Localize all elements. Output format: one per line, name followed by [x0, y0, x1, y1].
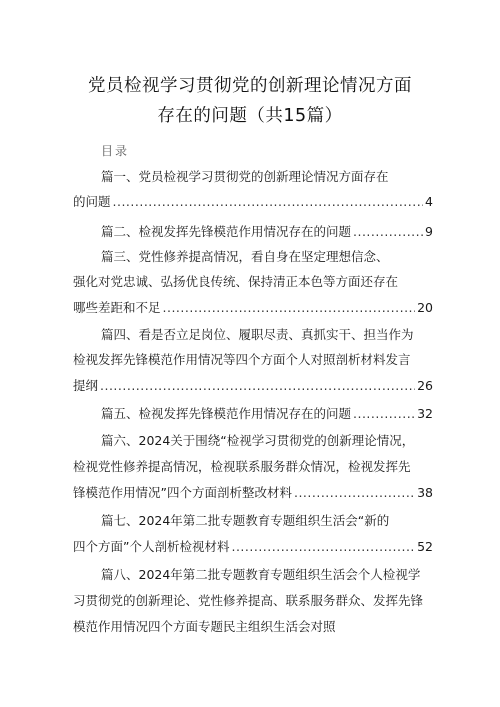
- toc-entry-4-line-1: [101, 325, 433, 345]
- toc-entry-text: 篇二、检视发挥先锋模范作用情况存在的问题: [101, 224, 352, 239]
- toc-entry-4-line-3[interactable]: [73, 376, 433, 396]
- toc-entry-6-line-2: [73, 457, 433, 477]
- toc-leader-dots: [353, 222, 423, 242]
- toc-entry-8-line-3: [73, 617, 433, 637]
- toc-entry-text: 篇一、党员检视学习贯彻党的创新理论情况方面存在: [101, 169, 389, 184]
- toc-entry-7-line-1: [101, 511, 433, 531]
- toc-page-number: 38: [417, 485, 433, 500]
- toc-entry-text: 的问题: [73, 194, 111, 209]
- toc-entry-4-line-2: [73, 350, 433, 370]
- toc-entry-text: 提纲: [73, 378, 99, 393]
- toc-page-number: 52: [417, 539, 433, 554]
- toc-entry-text: 检视发挥先锋模范作用情况等四个方面个人对照剖析材料发言: [73, 352, 411, 367]
- toc-entry-3-line-1: [101, 247, 433, 267]
- toc-entry-text: 篇五、检视发挥先锋模范作用情况存在的问题: [101, 406, 352, 421]
- toc-entry-8-line-1: [101, 565, 433, 585]
- toc-page-number: 26: [417, 378, 433, 393]
- toc-leader-dots: [113, 192, 424, 212]
- toc-entry-text: 篇七、2024年第二批专题教育专题组织生活会“新的: [101, 513, 390, 528]
- toc-entry-text: 篇八、2024年第二批专题教育专题组织生活会个人检视学: [101, 567, 421, 582]
- toc-entry-7-line-2[interactable]: [73, 537, 433, 557]
- toc-entry-2-line-1[interactable]: [101, 222, 433, 242]
- toc-entry-text: 检视党性修养提高情况，检视联系服务群众情况，检视发挥先: [73, 459, 411, 474]
- toc-leader-dots: [100, 376, 415, 396]
- toc-page-number: 32: [417, 406, 433, 421]
- toc-entry-3-line-3[interactable]: [73, 298, 433, 318]
- toc-entry-text: 篇三、党性修养提高情况，看自身在坚定理想信念、: [101, 249, 389, 264]
- toc-page-number: 9: [425, 224, 433, 239]
- toc-entry-3-line-2: [73, 272, 433, 292]
- toc-leader-dots: [163, 298, 416, 318]
- toc-leader-dots: [231, 537, 415, 557]
- toc-entry-8-line-2: [73, 591, 433, 611]
- toc-leader-dots: [353, 404, 415, 424]
- toc-leader-dots: [294, 483, 415, 503]
- toc-entry-text: 篇四、看是否立足岗位、履职尽责、真抓实干、担当作为: [101, 327, 414, 342]
- toc-entry-5-line-1[interactable]: [101, 404, 433, 424]
- toc-page-number: 4: [425, 194, 433, 209]
- toc-entry-text: 四个方面”个人剖析检视材料: [73, 539, 230, 554]
- toc-entry-text: 篇六、2024关于围绕“检视学习贯彻党的创新理论情况，: [101, 433, 415, 448]
- toc-entry-text: 习贯彻党的创新理论、党性修养提高、联系服务群众、发挥先锋: [73, 593, 424, 608]
- toc-entry-6-line-3[interactable]: [73, 483, 433, 503]
- toc-entry-1-line-2[interactable]: [73, 192, 433, 212]
- toc-entry-1-line-1: [101, 167, 433, 187]
- toc-heading: 目录: [101, 144, 130, 158]
- toc-entry-6-line-1: [101, 431, 433, 451]
- title-line-2: 存在的问题（共15篇）: [157, 106, 343, 126]
- toc-entry-text: 模范作用情况四个方面专题民主组织生活会对照: [73, 619, 336, 634]
- toc-entry-text: 锋模范作用情况”四个方面剖析整改材料: [73, 485, 292, 500]
- toc-page-number: 20: [417, 300, 433, 315]
- toc-entry-text: 强化对党忠诚、弘扬优良传统、保持清正本色等方面还存在: [73, 274, 399, 289]
- title-line-1: 党员检视学习贯彻党的创新理论情况方面: [88, 76, 412, 96]
- toc-entry-text: 哪些差距和不足: [73, 300, 161, 315]
